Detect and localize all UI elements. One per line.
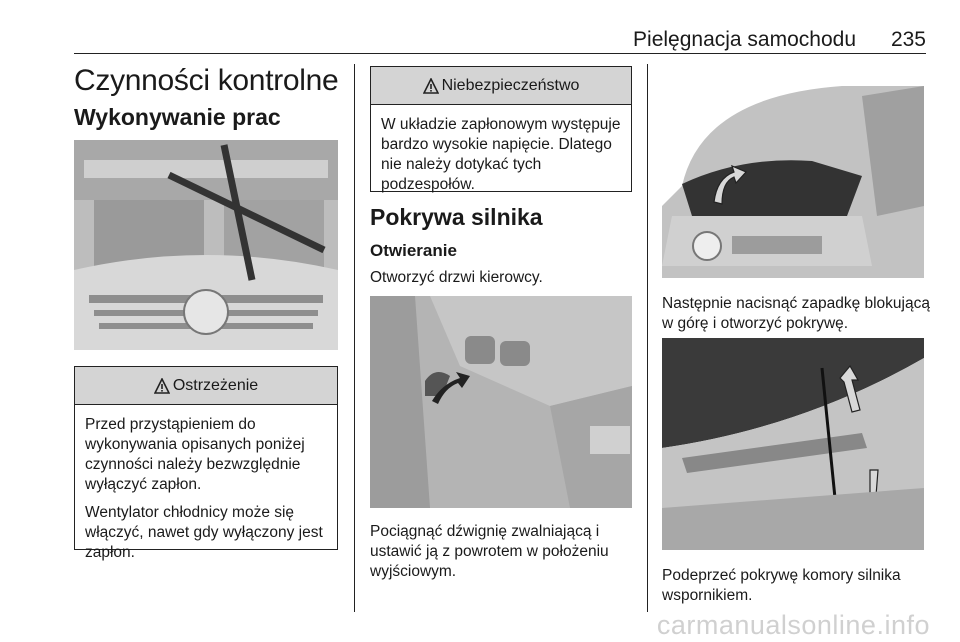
warning-triangle-icon: [423, 78, 439, 94]
bonnet-section-title: Pokrywa silnika: [370, 204, 543, 230]
warning-title: Ostrzeżenie: [172, 376, 259, 394]
release-lever-illustration: [370, 296, 632, 508]
watermark: carmanualsonline.info: [656, 610, 930, 640]
bonnet-stay-illustration: [662, 338, 924, 550]
danger-box-header: [371, 67, 631, 105]
danger-text: W układzie zapłonowym występuje bardzo wysokie napięcie. Dlatego nie należy dotykać tych podzespołów.: [381, 116, 621, 193]
warning-paragraph-2: Wentylator chłodnicy może się włączyć, nawet gdy wyłączony jest zapłon.: [85, 504, 323, 561]
danger-box: [370, 66, 632, 192]
hood-latch-illustration: [662, 66, 924, 278]
warning-triangle-icon: [154, 378, 170, 394]
warning-box-header: [75, 367, 337, 405]
page-title: Czynności kontrolne: [74, 64, 339, 97]
step-pull-release-lever: Pociągnąć dźwignię zwalniającą i ustawić ją z powrotem w położeniu wyjściowym.: [370, 523, 609, 580]
step-push-latch-open: Następnie nacisnąć zapadkę blokującą w górę i otworzyć pokrywę.: [662, 295, 930, 332]
warning-paragraph-1: Przed przystąpieniem do wykonywania opisanych poniżej czynności należy bezwzględnie wyłączyć zapłon.: [85, 416, 305, 493]
engine-bay-illustration: [74, 140, 338, 350]
page-number: 235: [890, 28, 926, 51]
column-divider-1: [354, 64, 355, 612]
step-support-bonnet: Podeprzeć pokrywę komory silnika wspornikiem.: [662, 567, 901, 604]
page-header: [74, 28, 926, 54]
danger-title: Niebezpieczeństwo: [441, 76, 580, 94]
opening-subsection-title: Otwieranie: [370, 241, 457, 260]
chapter-title: Pielęgnacja samochodu: [633, 28, 856, 51]
section-subheading: Wykonywanie prac: [74, 104, 281, 130]
step-open-driver-door: Otworzyć drzwi kierowcy.: [370, 269, 543, 286]
warning-box: [74, 366, 338, 561]
column-divider-2: [647, 64, 648, 612]
